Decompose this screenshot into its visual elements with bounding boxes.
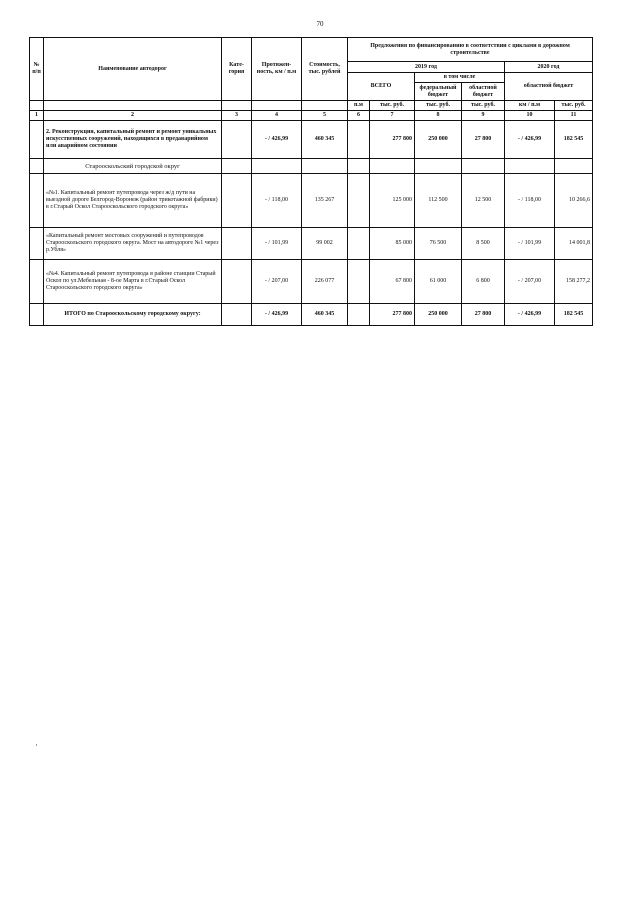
- table-row: [30, 174, 593, 228]
- section-title: 2. Реконструкция, капитальный ремонт и ремонт уникальных искусственных сооружений, находящихся в предаварийном или аварийном состоянии: [44, 121, 222, 159]
- column-number: 5: [302, 111, 348, 121]
- road-federal: 76 500: [415, 228, 462, 260]
- road-length: - / 101,99: [252, 228, 302, 260]
- road-regional-2020: 14 001,8: [555, 228, 593, 260]
- total-regional-2020: 182 545: [555, 304, 593, 326]
- header-year-2019: 2019 год: [348, 62, 505, 73]
- header-proposals: Предложения по финансированию в соответствии с циклами в дорожном строительстве: [348, 38, 593, 62]
- header-regional-budget-2020: областной бюджет: [505, 73, 593, 101]
- section-length: - / 426,99: [252, 121, 302, 159]
- table-row: [30, 228, 593, 260]
- road-total: 125 000: [370, 174, 415, 228]
- column-number: 8: [415, 111, 462, 121]
- total-length: - / 426,99: [252, 304, 302, 326]
- unit-cell: тыс. руб.: [555, 101, 593, 111]
- unit-cell: тыс. руб.: [462, 101, 505, 111]
- header-category: Кате- гория: [222, 38, 252, 101]
- road-length-2020: - / 207,00: [505, 260, 555, 304]
- total-label: ИТОГО по Старооскольскому городскому округу:: [44, 304, 222, 326]
- column-number: 10: [505, 111, 555, 121]
- header-name: Наименование автодорог: [44, 38, 222, 101]
- road-federal: 112 500: [415, 174, 462, 228]
- road-total: 85 000: [370, 228, 415, 260]
- header-year-2020: 2020 год: [505, 62, 593, 73]
- road-cost: 226 077: [302, 260, 348, 304]
- section-length-2020: - / 426,99: [505, 121, 555, 159]
- road-federal: 61 000: [415, 260, 462, 304]
- header-including: в том числе: [415, 73, 505, 83]
- district-name: Старооскольский городской округ: [44, 159, 222, 174]
- total-cost: 460 345: [302, 304, 348, 326]
- road-regional-2020: 158 277,2: [555, 260, 593, 304]
- header-length: Протяжен- ность, км / п.м: [252, 38, 302, 101]
- total-regional: 27 800: [462, 304, 505, 326]
- road-cost: 135 267: [302, 174, 348, 228]
- column-number: 1: [30, 111, 44, 121]
- road-length: - / 207,00: [252, 260, 302, 304]
- road-regional: 8 500: [462, 228, 505, 260]
- total-total: 277 800: [370, 304, 415, 326]
- page-number: 70: [316, 20, 324, 28]
- road-name: «№1. Капитальный ремонт путепровода через ж/д пути на выездной дороге Белгород-Воронеж (район трикотажной фабрики) в г.Старый Оскол Старооскольского городского округа»: [44, 174, 222, 228]
- header-federal-budget: федеральный бюджет: [415, 83, 462, 101]
- section-federal: 250 000: [415, 121, 462, 159]
- unit-cell: п.м: [348, 101, 370, 111]
- road-regional: 6 800: [462, 260, 505, 304]
- section-total: 277 800: [370, 121, 415, 159]
- scan-dot: [36, 744, 37, 746]
- unit-cell: тыс. руб.: [370, 101, 415, 111]
- column-number: 9: [462, 111, 505, 121]
- column-number: 3: [222, 111, 252, 121]
- section-regional-2020: 182 545: [555, 121, 593, 159]
- section-regional: 27 800: [462, 121, 505, 159]
- road-total: 67 800: [370, 260, 415, 304]
- column-number: 4: [252, 111, 302, 121]
- road-cost: 99 002: [302, 228, 348, 260]
- column-number: 6: [348, 111, 370, 121]
- header-cost: Стоимость, тыс. рублей: [302, 38, 348, 101]
- section-row: [30, 121, 593, 159]
- header-regional-budget: областной бюджет: [462, 83, 505, 101]
- road-regional-2020: 10 266,6: [555, 174, 593, 228]
- road-name: «№4. Капитальный ремонт путепровода в районе станции Старый Оскол по ул.Мебельная - 8-ое Марта в г.Старый Оскол Старооскольского городского округа»: [44, 260, 222, 304]
- financing-table: [29, 37, 593, 326]
- column-number: 7: [370, 111, 415, 121]
- column-number: 2: [44, 111, 222, 121]
- road-name: «Капитальный ремонт мостовых сооружений и путепроводов Старооскольского городского округа. Мост на автодороге №1 через р.Убля»: [44, 228, 222, 260]
- unit-cell: км / п.м: [505, 101, 555, 111]
- total-length-2020: - / 426,99: [505, 304, 555, 326]
- column-number: 11: [555, 111, 593, 121]
- road-length-2020: - / 101,99: [505, 228, 555, 260]
- total-row: [30, 304, 593, 326]
- table-row: [30, 260, 593, 304]
- road-length-2020: - / 118,00: [505, 174, 555, 228]
- header-total: ВСЕГО: [348, 73, 415, 101]
- total-federal: 250 000: [415, 304, 462, 326]
- header-no: № п/п: [30, 38, 44, 101]
- unit-cell: тыс. руб.: [415, 101, 462, 111]
- district-row: [30, 159, 593, 174]
- road-regional: 12 500: [462, 174, 505, 228]
- section-cost: 460 345: [302, 121, 348, 159]
- road-length: - / 118,00: [252, 174, 302, 228]
